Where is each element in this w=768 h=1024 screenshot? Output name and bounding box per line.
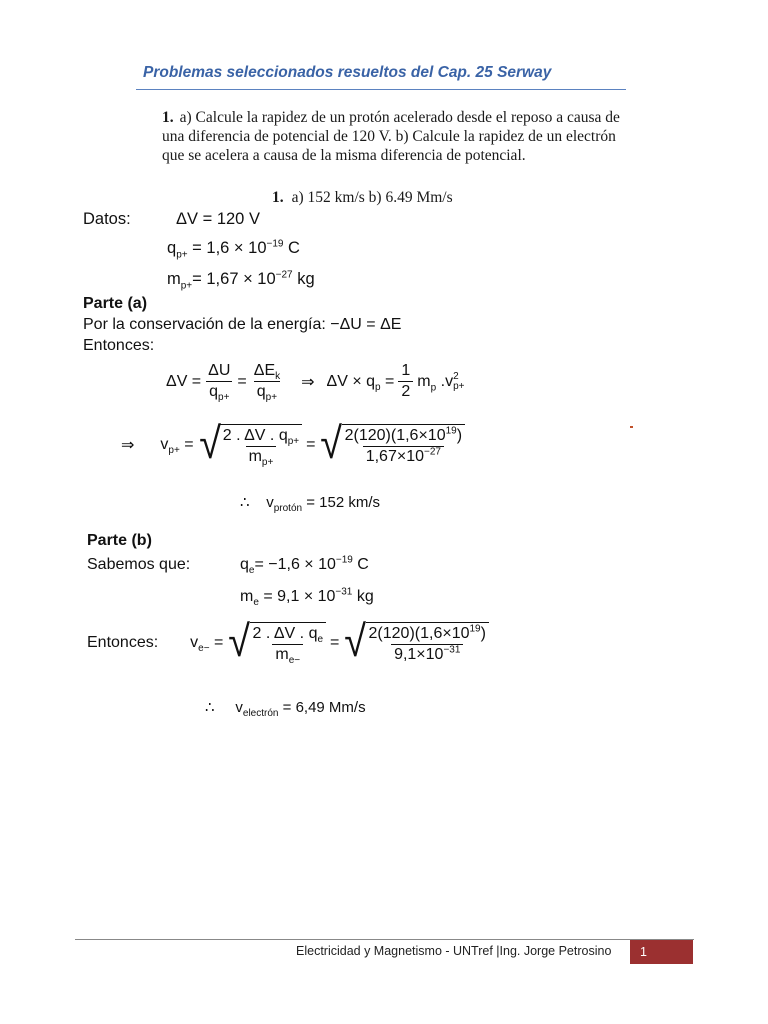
result-proton: ∴ $v_{protón} = 152$ km/s [240,494,381,514]
stray-mark [630,426,633,428]
parte-a-title: Parte (a) [83,295,148,312]
parte-a-entonces: Entonces: [83,337,155,354]
parte-b-sabemos: Sabemos que: [87,556,191,573]
page-header-title: Problemas seleccionados resueltos del Cap. 25 Serway [143,64,552,81]
result-electron: ∴ $v_{electrón} = 6,49$ Mm/s [205,699,366,719]
problem-statement [162,108,632,165]
answer-number: 1. [272,189,284,206]
answer-text: a) 152 km/s b) 6.49 Mm/s [291,189,453,206]
footer-divider [75,939,694,940]
datos-charge: $q_{p+} = 1,6 \times 10^{-19}$ C [167,238,300,261]
header-divider [136,89,626,90]
equation-energy: ΔV = $\frac{\Delta U}{q_{p+}}$ = $\frac{\Delta E_k}{q_{p+}}$ ⇒ $\Delta V \times q_p$ = $\frac{1}{2}$ $m_p$ .v 2 p+ [166,362,465,404]
parte-b-mass: $m_e = 9,1 \times 10^{-31}$ kg [240,586,374,609]
parte-b-charge: $q_e= -1,6 \times 10^{-19}$ C [240,554,369,577]
datos-label: Datos: [83,210,131,228]
problem-number: 1. [162,109,174,126]
parte-a-conservation: Por la conservación de la energía: −ΔU = ΔE [83,316,402,333]
equation-proton-speed: ⇒ $v_{p+}$ = √ $\frac{2 . \Delta V . q_{p+}}{m_{p+}}$ = √ $\frac{2(120)(1,6\times 10^{19})}{1,67\times 10^{-27}}$ [121,424,465,466]
datos-delta-v: ΔV = 120 V [176,210,260,228]
problem-text: a) Calcule la rapidez de un protón acelerado desde el reposo a causa de una diferencia de potencial de 120 V. b) Calcule la rapidez de un electrón que se acelera a causa de la misma diferencia de potencial. [162,109,620,164]
datos-mass: $m_{p+}= 1,67 \times 10^{-27}$ kg [167,269,315,292]
problem-answer [272,189,453,207]
page-number: 1 [630,940,693,964]
footer-text: Electricidad y Magnetismo - UNTref |Ing. Jorge Petrosino [296,944,612,958]
equation-electron-speed: Entonces: $v_{e-}$ = √ $\frac{2 . \Delta V . q_e}{m_{e-}}$ = √ $\frac{2(120)(1,6\times 10^{19})}{9,1\times 10^{-31}}$ [87,622,489,664]
parte-b-title: Parte (b) [87,532,152,549]
